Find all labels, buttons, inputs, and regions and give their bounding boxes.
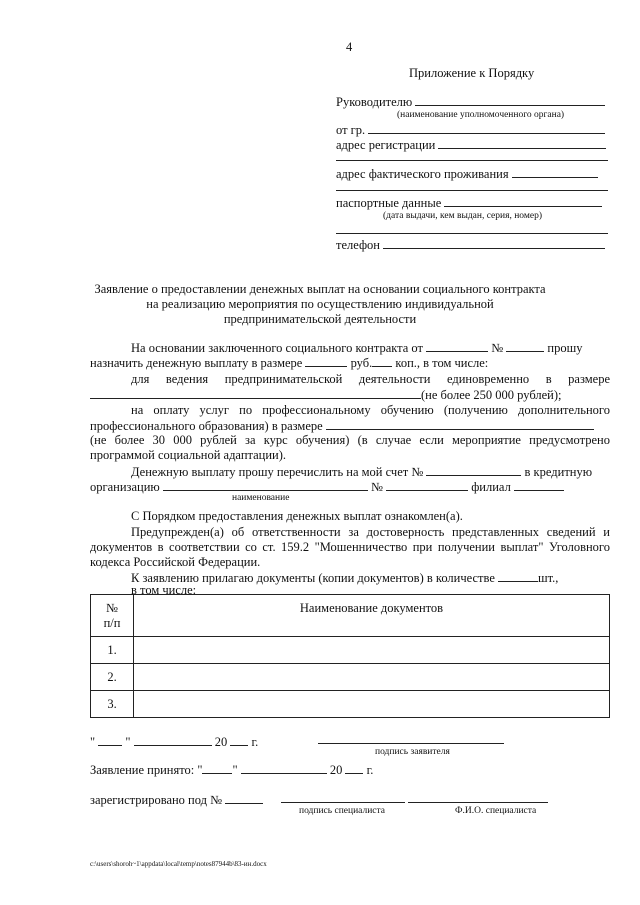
from-label: от гр.	[336, 123, 366, 137]
p2-line-b	[90, 387, 562, 403]
reg-address-extra-line[interactable]	[336, 160, 608, 161]
p3-line-b	[90, 418, 594, 434]
document-name-cell[interactable]	[134, 664, 610, 691]
accepted-year-field[interactable]	[345, 762, 363, 774]
contract-number-field[interactable]	[506, 340, 544, 352]
date-day-field[interactable]	[98, 734, 122, 746]
accepted-day-field[interactable]	[202, 762, 232, 774]
p1-text-b: назначить денежную выплату в размере	[90, 356, 303, 370]
p1-text-a: На основании заключенного социального контракта от	[131, 341, 423, 355]
p7-unit: шт.,	[538, 571, 559, 585]
p4-line-b	[90, 479, 564, 495]
specialist-fio-line[interactable]	[408, 802, 548, 803]
specialist-fio-caption: Ф.И.О. специалиста	[455, 806, 537, 816]
date-quote-open: "	[90, 735, 96, 749]
p3-line-c: (не более 30 000 рублей за курс обучения) (в случае если мероприятие предусмотрено	[90, 433, 610, 447]
p4-no: №	[371, 480, 383, 494]
table-row	[91, 637, 610, 664]
actual-address-field[interactable]	[512, 166, 598, 178]
actual-address-extra-line[interactable]	[336, 190, 608, 191]
application-date-row	[90, 734, 258, 750]
table-row	[91, 664, 610, 691]
passport-row	[336, 195, 602, 211]
title-line-3: предпринимательской деятельности	[223, 312, 417, 326]
p4-text-b: организацию	[90, 480, 160, 494]
col-name-header: Наименование документов	[134, 595, 610, 637]
p3-line-a: на оплату услуг по профессиональному обучению (получению дополнительного	[131, 403, 610, 417]
head-field[interactable]	[415, 94, 605, 106]
reg-address-field[interactable]	[438, 137, 606, 149]
table-header-row	[91, 595, 610, 637]
phone-label: телефон	[336, 238, 380, 252]
business-amount-field[interactable]	[90, 387, 421, 399]
passport-extra-line[interactable]	[336, 233, 608, 234]
document-name-cell[interactable]	[134, 691, 610, 718]
p6-line-c: кодекса Российской Федерации.	[90, 555, 261, 569]
head-caption: (наименование уполномоченного органа)	[397, 110, 565, 120]
phone-field[interactable]	[383, 237, 605, 249]
date-g: г.	[251, 735, 259, 749]
p1-line-b	[90, 355, 488, 371]
reg-address-row	[336, 137, 606, 153]
title-line-2: на реализацию мероприятия по осуществлению индивидуальной	[146, 297, 494, 311]
registration-number-field[interactable]	[225, 792, 263, 804]
col-number-header: № п/п	[91, 595, 134, 637]
p1-kop: коп., в том числе:	[395, 356, 489, 370]
appendix-title: Приложение к Порядку	[409, 66, 535, 80]
applicant-signature-caption: подпись заявителя	[375, 747, 450, 757]
accepted-g: г.	[366, 763, 374, 777]
row-number: 1.	[91, 637, 134, 664]
from-row	[336, 122, 605, 138]
documents-count-field[interactable]	[498, 570, 538, 582]
p6-line-a: Предупрежден(а) об ответственности за достоверность представленных сведений и	[131, 525, 610, 539]
reg-address-label: адрес регистрации	[336, 138, 436, 152]
p1-ask: прошу	[547, 341, 583, 355]
p7-text-a: К заявлению прилагаю документы (копии документов) в количестве	[131, 571, 495, 585]
row-number: 3.	[91, 691, 134, 718]
p2-line-a: для ведения предпринимательской деятельности единовременно в размере	[131, 372, 610, 386]
p7-line-b: в том числе:	[131, 583, 197, 597]
registered-row	[90, 792, 263, 808]
row-number: 2.	[91, 664, 134, 691]
p1-no: №	[491, 341, 504, 355]
specialist-signature-line[interactable]	[281, 802, 405, 803]
title-line-1: Заявление о предоставлении денежных выплат на основании социального контракта	[94, 282, 546, 296]
branch-field[interactable]	[514, 479, 564, 491]
accepted-month-field[interactable]	[241, 762, 327, 774]
p1-rub: руб.	[350, 356, 373, 370]
phone-row	[336, 237, 605, 253]
p4-text-a: Денежную выплату прошу перечислить на мой счет №	[131, 465, 424, 479]
p6-line-b: документов в соответствии со ст. 159.2 "Мошенничество при получении выплат" Уголовного	[90, 540, 610, 554]
document-name-cell[interactable]	[134, 637, 610, 664]
p5: С Порядком предоставления денежных выплат ознакомлен(а).	[131, 509, 463, 523]
date-month-field[interactable]	[134, 734, 212, 746]
p3-text-b: профессионального образования) в размере	[90, 419, 323, 433]
passport-label: паспортные данные	[336, 196, 442, 210]
accepted-row	[90, 762, 373, 778]
bank-number-field[interactable]	[386, 479, 468, 491]
bank-name-field[interactable]	[163, 479, 368, 491]
passport-caption: (дата выдачи, кем выдан, серия, номер)	[383, 211, 543, 221]
p2-text-b: (не более 250 000 рублей);	[421, 388, 562, 402]
p4-line-a	[131, 464, 592, 480]
accepted-label: Заявление принято: "	[90, 763, 203, 777]
applicant-signature-line[interactable]	[318, 743, 504, 744]
p1-line-a	[131, 340, 583, 356]
documents-table	[90, 594, 610, 718]
p3-line-d: программой социальной адаптации).	[90, 448, 287, 462]
date-year-field[interactable]	[230, 734, 248, 746]
table-row	[91, 691, 610, 718]
p4-text-a2: в кредитную	[524, 465, 593, 479]
actual-address-row	[336, 166, 598, 182]
date-year-prefix: 20	[214, 735, 228, 749]
head-label: Руководителю	[336, 95, 413, 109]
accepted-year-prefix: 20	[329, 763, 343, 777]
training-amount-field[interactable]	[326, 418, 594, 430]
account-number-field[interactable]	[426, 464, 521, 476]
from-field[interactable]	[368, 122, 605, 134]
actual-address-label: адрес фактического проживания	[336, 167, 509, 181]
specialist-signature-caption: подпись специалиста	[299, 806, 385, 816]
head-row	[336, 94, 605, 110]
file-path-footer: c:\users\shoroh~1\appdata\local\temp\notes87944b\83-ин.docx	[90, 860, 267, 868]
bank-name-caption: наименование	[232, 493, 290, 503]
payment-rub-field[interactable]	[305, 355, 347, 367]
contract-date-field[interactable]	[426, 340, 488, 352]
payment-kop-field[interactable]	[372, 355, 392, 367]
page-number: 4	[346, 40, 353, 54]
passport-field[interactable]	[444, 195, 602, 207]
date-quote-close: "	[125, 735, 131, 749]
p4-branch: филиал	[471, 480, 511, 494]
registered-label: зарегистрировано под №	[90, 793, 223, 807]
accepted-quote-close: "	[232, 763, 238, 777]
